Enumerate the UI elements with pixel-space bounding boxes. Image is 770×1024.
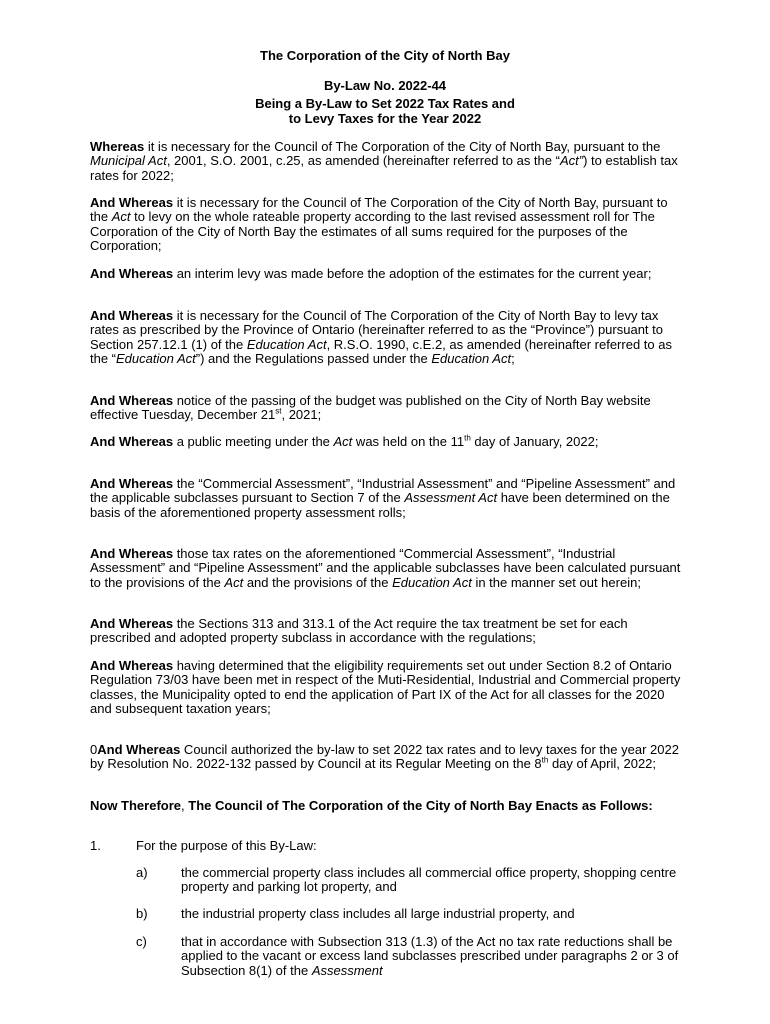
now-therefore-lead: Now Therefore (90, 798, 182, 813)
bylaw-title (0, 97, 770, 126)
ordinal-suffix: th (541, 756, 549, 766)
paragraph-text: having determined that the eligibility requirements set out under Section 8.2 of Ontario Regulation 73/03 have been met in respect of the Muti-Residential, Industrial and Commercial property classes, the Municipality opted to end the application of Part IX of the Act for all classes for the 2020 and subsequent taxation years; (90, 658, 681, 717)
paragraph-italic: Education Act (246, 336, 327, 352)
paragraph-text: and the provisions of the (243, 574, 393, 590)
item-letter-a: a) (136, 865, 148, 880)
whereas-lead: And Whereas (90, 266, 174, 281)
enacts-comma: , (181, 798, 189, 813)
paragraph-italic: Education Act (116, 351, 196, 367)
item-text-c-italic: Assessment (311, 962, 383, 978)
paragraph-text: ) to establish tax rates for 2022; (90, 153, 678, 183)
paragraph-italic: Municipal Act (90, 153, 167, 169)
whereas-lead: And Whereas (97, 742, 181, 757)
item-text-c-body: that in accordance with Subsection 313 (1.3) of the Act no tax rate reductions shall be applied to the vacant or excess land subclasses prescribed under paragraphs 2 or 3 of Subsection 8(1) of the (181, 934, 679, 978)
bylaw-title-line2: to Levy Taxes for the Year 2022 (288, 110, 482, 126)
paragraph-italic: Act (333, 434, 353, 449)
paragraph-italic: Act (111, 209, 131, 225)
corporation-heading: The Corporation of the City of North Bay (260, 48, 510, 63)
paragraph-text: the “Commercial Assessment”, “Industrial Assessment” and “Pipeline Assessment” and the applicable subclasses pursuant to Section 7 of the (90, 476, 676, 506)
enacts-clause: The Council of The Corporation of the City of North Bay Enacts as Follows: (188, 798, 653, 813)
paragraph-text: was held on the 11 (352, 434, 465, 449)
whereas-lead: And Whereas (90, 658, 174, 673)
paragraph-text: day of April, 2022; (548, 756, 657, 772)
whereas-paragraph-1 (90, 140, 682, 183)
whereas-lead: And Whereas (90, 434, 174, 449)
paragraph-text: those tax rates on the aforementioned “Commercial Assessment”, “Industrial Assessment” and “Pipeline Assessment” and the applicable subclasses have been calculated pursuant to the provisions of the (90, 546, 681, 590)
whereas-paragraph-10 (90, 659, 682, 717)
whereas-lead: And Whereas (90, 616, 174, 631)
paragraph-text: ; (511, 351, 515, 367)
paragraph-text: it is necessary for the Council of The Corporation of the City of North Bay, pursuant to the (144, 139, 661, 154)
paragraph-text: Council authorized the by-law to set 2022 tax rates and to levy taxes for the year 2022 by Resolution No. 2022-132 passed by Council at its Regular Meeting on the 8 (90, 742, 679, 772)
paragraph-text: , R.S.O. 1990, c.E.2, as amended (hereinafter referred to as the “ (90, 336, 672, 367)
item-text-c (181, 935, 681, 978)
paragraph-text: an interim levy was made before the adoption of the estimates for the current year; (173, 266, 652, 281)
enacts-paragraph (90, 799, 682, 813)
whereas-lead: And Whereas (90, 476, 174, 491)
whereas-lead: Whereas (90, 139, 145, 154)
bylaw-number: By-Law No. 2022-44 (323, 78, 447, 93)
paragraph-italic: Education Act (431, 351, 512, 367)
whereas-lead: And Whereas (90, 308, 174, 323)
item-letter-b: b) (136, 906, 148, 921)
whereas-paragraph-8 (90, 547, 682, 590)
paragraph-text: to levy on the whole rateable property according to the last revised assessment roll for The Corporation of the City of North Bay the estimates of all sums required for the purposes of the Corporation; (90, 209, 655, 254)
ordinal-suffix: th (464, 433, 471, 443)
item-text-b: the industrial property class includes all large industrial property, and (181, 906, 575, 921)
whereas-lead: And Whereas (90, 393, 174, 408)
paragraph-text: the Sections 313 and 313.1 of the Act require the tax treatment be set for each prescribed and adopted property subclass in accordance with the regulations; (90, 616, 628, 646)
whereas-paragraph-2 (90, 196, 682, 254)
whereas-lead: And Whereas (90, 546, 174, 561)
whereas-paragraph-9 (90, 617, 682, 646)
whereas-paragraph-6 (90, 435, 682, 449)
paragraph-italic: Assessment Act (404, 490, 498, 506)
item-text-a: the commercial property class includes all commercial office property, shopping centre property and parking lot property, and (181, 865, 677, 895)
ordinal-suffix: st (275, 407, 282, 417)
bylaw-title-line1: Being a By-Law to Set 2022 Tax Rates and (255, 96, 515, 111)
paragraph-text: in the manner set out herein; (471, 574, 641, 590)
paragraph-text: notice of the passing of the budget was published on the City of North Bay website effective Tuesday, December 21 (90, 393, 651, 423)
paragraph-italic: Education Act (392, 574, 472, 590)
whereas-paragraph-3 (90, 267, 682, 281)
paragraph-italic: Act (224, 574, 244, 590)
paragraph-text: it is necessary for the Council of The Corporation of the City of North Bay, pursuant to the (90, 195, 668, 225)
whereas-paragraph-11 (90, 743, 682, 772)
section-number: 1. (90, 838, 101, 853)
whereas-paragraph-5 (90, 394, 682, 423)
paragraph-prefix: 0 (90, 742, 98, 757)
paragraph-text: it is necessary for the Council of The Corporation of the City of North Bay to levy tax rates as prescribed by the Province of Ontario (hereinafter referred to as the “Province”) pursuant to Section 257.12.1 (1) of the (90, 308, 663, 352)
item-letter-c: c) (136, 934, 147, 949)
paragraph-text: a public meeting under the (173, 434, 334, 449)
whereas-lead: And Whereas (90, 195, 174, 210)
paragraph-text: , 2001, S.O. 2001, c.25, as amended (hereinafter referred to as the “ (166, 153, 560, 169)
section-intro: For the purpose of this By-Law: (136, 838, 317, 853)
paragraph-text: day of January, 2022; (470, 434, 599, 449)
paragraph-text: ”) and the Regulations passed under the (195, 351, 432, 367)
paragraph-text: have been determined on the basis of the aforementioned property assessment rolls; (90, 490, 670, 520)
paragraph-text: , 2021; (281, 407, 322, 423)
whereas-paragraph-4 (90, 309, 682, 367)
whereas-paragraph-7 (90, 477, 682, 520)
paragraph-italic: Act” (559, 153, 584, 169)
